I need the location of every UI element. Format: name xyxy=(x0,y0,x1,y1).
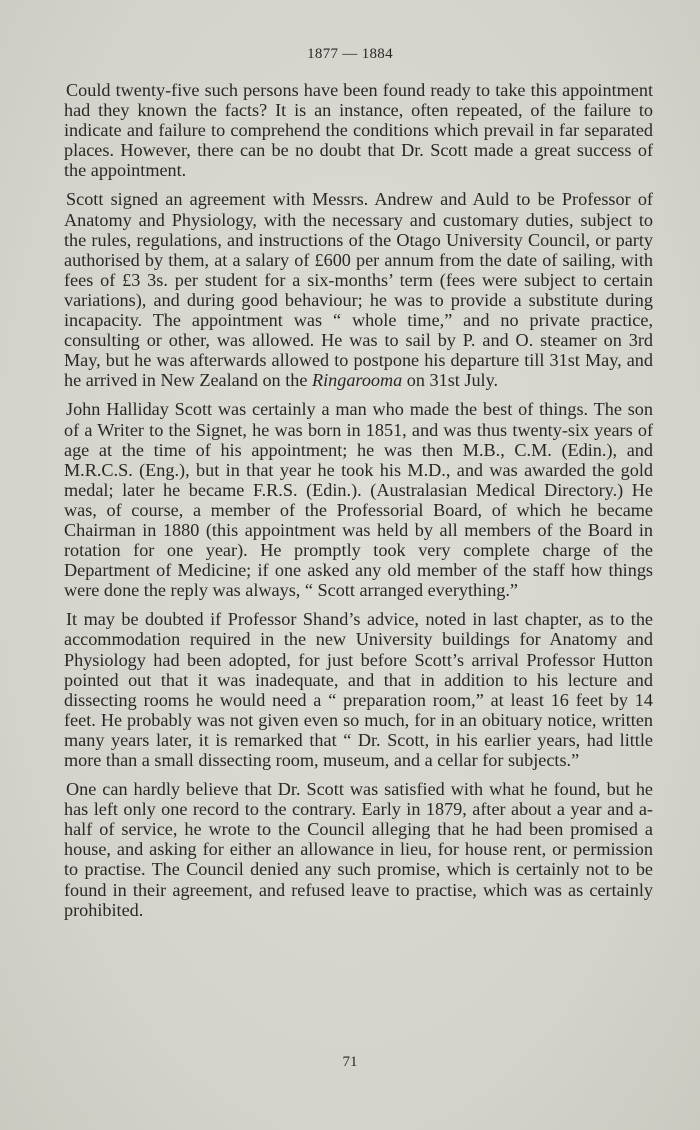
page-number: 71 xyxy=(342,1054,358,1070)
paragraph-2-text-a: Scott signed an agreement with Messrs. Andrew and Auld to be Professor of Anatomy and Physiology, with the necessary and customary duties, subject to the rules, regulations, and instructions of the Otago University Council, or party authorised by them, at a salary of £600 per annum from the date of sailing, with fees of £3 3s. per student for a six-months’ term (fees were subject to certain variations), and during good behaviour; he was to provide a substitute during incapacity. The appointment was “ whole time,” and no private practice, consulting or other, was allowed. He was to sail by P. and O. steamer on 3rd May, but he was afterwards allowed to postpone his departure till 31st May, and he arrived in New Zealand on the xyxy=(64,189,653,391)
paragraph-2-text-b: on 31st July. xyxy=(402,370,499,391)
body-text xyxy=(64,80,653,929)
paragraph-4: It may be doubted if Professor Shand’s advice, noted in last chapter, as to the accommodation required in the new University buildings for Anatomy and Physiology had been adopted, for just before Scott’s arrival Professor Hutton pointed out that it was inadequate, and that in addition to his lecture and dissecting rooms he would need a “ preparation room,” at least 16 feet by 14 feet. He probably was not given even so much, for in an obituary notice, written many years later, it is remarked that “ Dr. Scott, in his earlier years, had little more than a small dissecting room, museum, and a cellar for subjects.” xyxy=(64,609,653,770)
paragraph-2 xyxy=(64,189,653,390)
paragraph-3: John Halliday Scott was certainly a man who made the best of things. The son of a Writer to the Signet, he was born in 1851, and was thus twenty-six years of age at the time of his appointment; he was then M.B., C.M. (Edin.), and M.R.C.S. (Eng.), but in that year he took his M.D., and was awarded the gold medal; later he became F.R.S. (Edin.). (Australasian Medical Directory.) He was, of course, a member of the Professorial Board, of which he became Chairman in 1880 (this appointment was held by all members of the Board in rotation for one year). He promptly took very complete charge of the Department of Medicine; if one asked any old member of the staff how things were done the reply was always, “ Scott arranged everything.” xyxy=(64,399,653,601)
paragraph-1: Could twenty-five such persons have been found ready to take this appointment had they known the facts? It is an instance, often repeated, of the failure to indicate and failure to comprehend the conditions which prevail in far separated places. However, there can be no doubt that Dr. Scott made a great success of the appointment. xyxy=(64,80,653,181)
ship-name: Ringarooma xyxy=(311,370,403,391)
paragraph-5: One can hardly believe that Dr. Scott was satisfied with what he found, but he has left only one record to the contrary. Early in 1879, after about a year and a-half of service, he wrote to the Council alleging that he had been promised a house, and asking for either an allowance in lieu, for house rent, or permission to practise. The Council denied any such promise, which is certainly not to be found in their agreement, and refused leave to practise, which was as certainly prohibited. xyxy=(64,779,653,920)
running-header: 1877 — 1884 xyxy=(307,46,393,62)
